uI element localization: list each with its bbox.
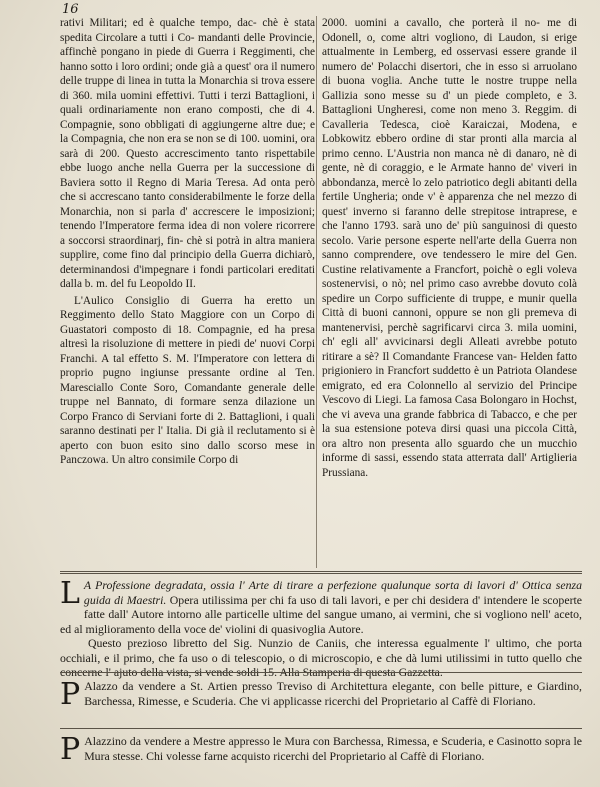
- sale-notice-palazzo: [60, 677, 582, 712]
- book-notice-text: [60, 578, 582, 636]
- section-rule: [60, 573, 582, 574]
- book-notice-extra: Questo prezioso libretto del Sig. Nunzio de Caniis, che interessa egualmente l' ultimo, che porta occhiali, e il primo, che fa uso o di telescopio, o di microscopio, e che dà lumi utilissimi in tutto quello che concerne l' ajuto della vista, si vende soldi 15. Alla Stamperia di questa Gazzetta.: [60, 636, 582, 679]
- left-column: [60, 16, 315, 568]
- sale-notice-text: Alazzo da vendere a St. Artien presso Treviso di Architettura elegante, con belle pitture, e Giardino, Barchessa, Rimesse, e Scuderia. Che vi applicasse ricerchi del Proprietario al Caffè di Floriano.: [84, 679, 582, 708]
- section-rule: [60, 672, 582, 673]
- section-rule: [60, 728, 582, 729]
- right-column: [322, 16, 577, 566]
- sale-notice-text: Alazzino da vendere a Mestre appresso le Mura con Barchessa, Rimessa, e Scuderia, e Casinotto sopra le Mura stesse. Chi volesse farne acquisto ricerchi del Proprietario al Caffè di Floriano.: [84, 734, 582, 763]
- left-paragraph: L'Aulico Consiglio di Guerra ha eretto un Reggimento dello Stato Maggiore con un Corpo di Guastatori composto di 18. Compagnie, ed ha presa altresì la risoluzione di mettere in piedi de' nuovi Corpi Franchi. A tal effetto S. M. l'Imperatore con lettera di proprio pugno ingiunse pressante ordine al Ten. Maresciallo Conte Soro, Comandante generale delle truppe nel Bannato, di formare senza dilazione un Corpo Franco di Serviani forte di 2. Battaglioni, i quali saranno destinati per l' Italia. Di già il reclutamento si è aperto con buon esito sino dallo scorso mese in Panczowa. Un altro consimile Corpo di: [60, 294, 315, 466]
- column-divider: [316, 16, 317, 568]
- left-paragraph: rativi Militari; ed è qualche tempo, dac- chè è stata spedita Circolare a tutti i Co- mandanti delle Provincie, affinchè pongano in piede di Guerra i Reggimenti, che hanno sotto i loro ordini; onde già a quest' ora il numero delle truppe di linea in tutta la Monarchia si trova essere di 360. mila uomini effettivi. Tutti i terzi Battaglioni, i quali ordinariamente non erano composti, che di 4. Compagnie, sono obbligati di aggiungerne altre due; e la Compagnia, che non era se non se di 100. uomini, ora sarà di 200. Questo accrescimento tanto rispettabile ebbe luogo anche nella Guerra per la successione di Baviera sotto il Regno di Maria Teresa. Ad onta però che si accrescano tanto considerabilmente le forze della Monarchia, non si parla d' accrescere le imposizioni; tenendo l'Imperatore ferma idea di non volere ricorrere a soccorsi straordinarj, fin- chè si potrà in altra maniera supplire, come fino dal principio della Guerra dichiarò, determinandosi d'impegnare i fondi particolari ereditati dalla b. m. del fu Leopoldo II.: [60, 17, 315, 290]
- dropcap: P: [60, 732, 81, 767]
- book-notice-body: Opera utilissima per chi fa uso di tali lavori, e per chi desidera d' intendere le scoperte fatte dall' Autore intorno alle particelle ultime del sangue umano, ai vermini, che si vogliono nell' aceto, ed al miglioramento della voce de' violini di quasivoglia Autore.: [60, 592, 583, 636]
- page-number: 16: [62, 2, 79, 17]
- book-notice: [60, 578, 582, 680]
- dropcap: P: [60, 677, 81, 712]
- book-title: A Professione degradata, ossia l' Arte di tirare a perfezione qualunque sorta di lavori d' Ottica senza guida di Maestri.: [83, 578, 582, 607]
- sale-notice-palazzino: [60, 732, 582, 767]
- right-paragraph: 2000. uomini a cavallo, che porterà il no- me di Odonell, o, come altri vogliono, di Laudon, si erige attualmente in Lemberg, ed osservasi essere grande il numero de' Polacchi disertori, che in esso si arruolano di buona voglia. Anche tutte le nostre truppe nella Gallizia sono messe su d' un piede completo, e 3. Battaglioni Ungheresi, come non meno 3. Reggim. di Cavalleria Tedesca, cioè Karaiczai, Modena, e Lobkowitz ebbero ordine di star pronti alla marcia al primo cenno. L'Austria non manca nè di danaro, nè di gente, nè di coraggio, e le Armate hanno de' viveri in abbondanza, mercè lo zelo patriotico degli abitanti della fertile Ungheria; onde v' è apparenza che nel mezzo di quest' inverno si faranno delle strepitose intraprese, e che l'anno 1793. sarà uno de' più sanguinosi di questo secolo. Varie persone esperte nell'arte della Guerra non sanno comprendere, ove tendessero le mire del Gen. Custine relativamente a Francfort, poichè o egli voleva sostenervisi, o nò; nel primo caso avrebbe dovuto colà spedire un Corpo sufficiente di truppe, e munir quella Città di buoni cannoni, oppure se non gli premeva di mantenervisi, perchè sagrificarvi circa 3. mila uomini, ch' egli all' avvicinarsi degli Alleati avrebbe potuto ritirare a sè? Il Comandante Francese van- Helden fatto prigioniero in Francfort suddetto è un Patriota Olandese emigrato, ed era Colonnello al servizio del Principe Vescovo di Liegi. La famosa Casa Bolongaro in Hochst, che vi aveva una grande fabbrica di Tabacco, e che per la sua estensione poteva dirsi quasi una piccola Città, ora altro non presenta allo sguardo che un mucchio informe di sassi, essendo stata atterrata dall' Artiglieria Prussiana.: [322, 17, 577, 479]
- dropcap: L: [60, 576, 80, 611]
- section-rule: [60, 571, 582, 572]
